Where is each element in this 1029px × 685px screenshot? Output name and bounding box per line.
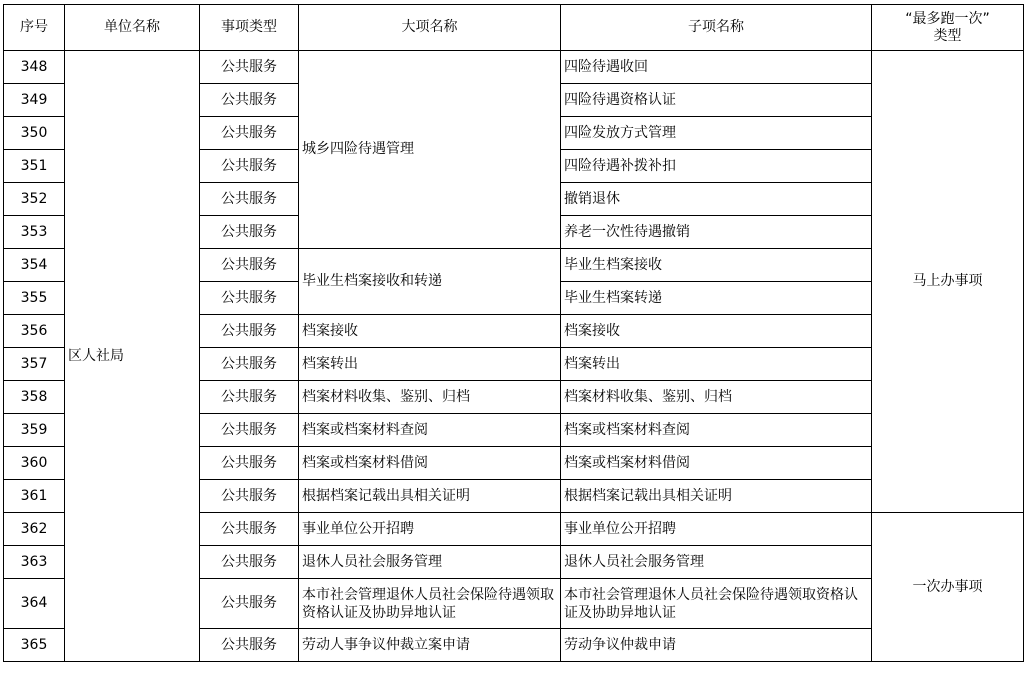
sub-item-cell: 撤销退休 <box>561 183 872 216</box>
item-type-cell: 公共服务 <box>200 447 299 480</box>
sub-item-cell: 事业单位公开招聘 <box>561 513 872 546</box>
major-item-cell: 劳动人事争议仲裁立案申请 <box>299 629 561 662</box>
item-type-cell: 公共服务 <box>200 183 299 216</box>
header-row <box>4 5 1024 51</box>
item-type-cell: 公共服务 <box>200 51 299 84</box>
sub-item-cell: 毕业生档案转递 <box>561 282 872 315</box>
table-row <box>4 51 1024 84</box>
sub-item-cell: 档案或档案材料查阅 <box>561 414 872 447</box>
sub-item-cell: 档案转出 <box>561 348 872 381</box>
row-index: 357 <box>4 348 65 381</box>
row-index: 364 <box>4 579 65 629</box>
item-type-cell: 公共服务 <box>200 513 299 546</box>
row-index: 349 <box>4 84 65 117</box>
major-item-cell: 档案接收 <box>299 315 561 348</box>
major-item-cell: 本市社会管理退休人员社会保险待遇领取资格认证及协助异地认证 <box>299 579 561 629</box>
item-type-cell: 公共服务 <box>200 480 299 513</box>
row-index: 360 <box>4 447 65 480</box>
header-run-type-line1: “最多跑一次” <box>905 10 990 27</box>
header-sub: 子项名称 <box>561 5 872 51</box>
header-type: 事项类型 <box>200 5 299 51</box>
item-type-cell: 公共服务 <box>200 381 299 414</box>
item-type-cell: 公共服务 <box>200 348 299 381</box>
sub-item-cell: 档案接收 <box>561 315 872 348</box>
run-type-cell: 一次办事项 <box>872 513 1024 662</box>
major-item-cell: 档案或档案材料查阅 <box>299 414 561 447</box>
item-type-cell: 公共服务 <box>200 249 299 282</box>
row-index: 358 <box>4 381 65 414</box>
item-type-cell: 公共服务 <box>200 216 299 249</box>
major-item-cell: 档案或档案材料借阅 <box>299 447 561 480</box>
row-index: 363 <box>4 546 65 579</box>
row-index: 352 <box>4 183 65 216</box>
sub-item-cell: 四险待遇资格认证 <box>561 84 872 117</box>
item-type-cell: 公共服务 <box>200 117 299 150</box>
row-index: 348 <box>4 51 65 84</box>
row-index: 362 <box>4 513 65 546</box>
major-item-cell: 档案转出 <box>299 348 561 381</box>
row-index: 351 <box>4 150 65 183</box>
item-type-cell: 公共服务 <box>200 150 299 183</box>
sub-item-cell: 档案或档案材料借阅 <box>561 447 872 480</box>
sub-item-cell: 档案材料收集、鉴别、归档 <box>561 381 872 414</box>
sub-item-cell: 毕业生档案接收 <box>561 249 872 282</box>
row-index: 354 <box>4 249 65 282</box>
item-type-cell: 公共服务 <box>200 84 299 117</box>
sub-item-cell: 本市社会管理退休人员社会保险待遇领取资格认证及协助异地认证 <box>561 579 872 629</box>
major-item-cell: 退休人员社会服务管理 <box>299 546 561 579</box>
header-run-type-line2: 类型 <box>933 27 962 44</box>
item-type-cell: 公共服务 <box>200 579 299 629</box>
row-index: 365 <box>4 629 65 662</box>
row-index: 353 <box>4 216 65 249</box>
sub-item-cell: 养老一次性待遇撤销 <box>561 216 872 249</box>
service-items-table <box>3 4 1024 662</box>
sub-item-cell: 四险发放方式管理 <box>561 117 872 150</box>
row-index: 359 <box>4 414 65 447</box>
sub-item-cell: 四险待遇收回 <box>561 51 872 84</box>
item-type-cell: 公共服务 <box>200 414 299 447</box>
major-item-cell: 档案材料收集、鉴别、归档 <box>299 381 561 414</box>
row-index: 356 <box>4 315 65 348</box>
sub-item-cell: 四险待遇补拨补扣 <box>561 150 872 183</box>
sub-item-cell: 退休人员社会服务管理 <box>561 546 872 579</box>
unit-name-cell: 区人社局 <box>65 51 200 662</box>
row-index: 361 <box>4 480 65 513</box>
sub-item-cell: 劳动争议仲裁申请 <box>561 629 872 662</box>
major-item-cell: 城乡四险待遇管理 <box>299 51 561 249</box>
run-type-cell: 马上办事项 <box>872 51 1024 513</box>
header-run-type <box>872 5 1024 51</box>
major-item-cell: 事业单位公开招聘 <box>299 513 561 546</box>
major-item-cell: 毕业生档案接收和转递 <box>299 249 561 315</box>
item-type-cell: 公共服务 <box>200 546 299 579</box>
major-item-cell: 根据档案记载出具相关证明 <box>299 480 561 513</box>
item-type-cell: 公共服务 <box>200 629 299 662</box>
sub-item-cell: 根据档案记载出具相关证明 <box>561 480 872 513</box>
header-unit: 单位名称 <box>65 5 200 51</box>
row-index: 350 <box>4 117 65 150</box>
row-index: 355 <box>4 282 65 315</box>
header-index: 序号 <box>4 5 65 51</box>
item-type-cell: 公共服务 <box>200 315 299 348</box>
item-type-cell: 公共服务 <box>200 282 299 315</box>
header-major: 大项名称 <box>299 5 561 51</box>
